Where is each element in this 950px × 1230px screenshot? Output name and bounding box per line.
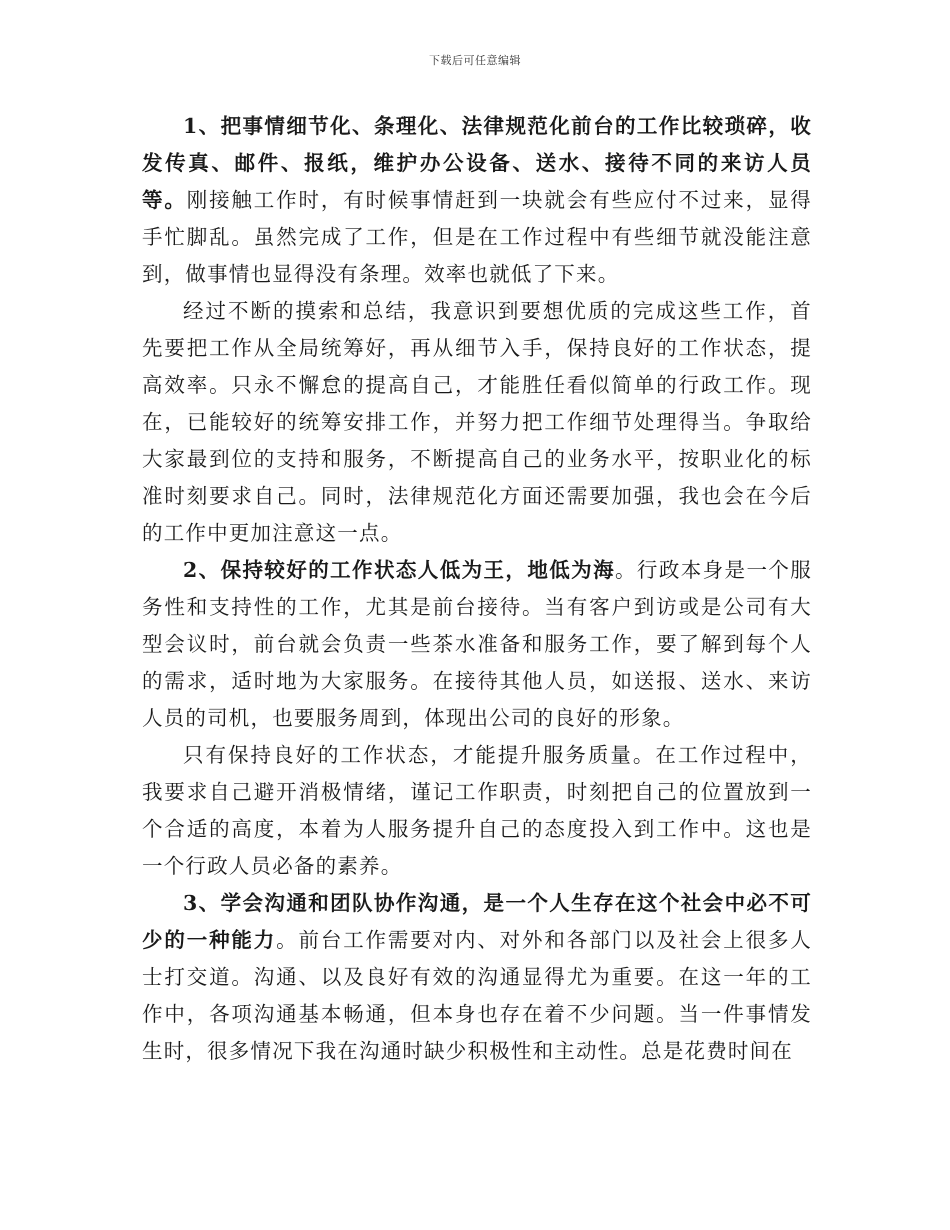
paragraph-1-heading: 1、把事情细节化、条理化、法律规范化前台的工作比较琐碎，收发传真、邮件、报纸，维护办公设备、送水、接待不同的来访人员等。 [142,114,812,212]
paragraph-1-text: 刚接触工作时，有时候事情赶到一块就会有些应付不过来，显得手忙脚乱。虽然完成了工作，但是在工作过程中有些细节就没能注意到，做事情也显得没有条理。效率也就低了下来。 [142,188,812,286]
paragraph-2 [142,293,812,552]
paragraph-3 [142,552,812,737]
paragraph-3-heading: 2、保持较好的工作状态人低为王，地低为海 [183,558,615,582]
document-body [142,108,812,1070]
paragraph-3-text: 。行政本身是一个服务性和支持性的工作，尤其是前台接待。当有客户到访或是公司有大型会议时，前台就会负责一些茶水准备和服务工作，要了解到每个人的需求，适时地为大家服务。在接待其他人员，如送报、送水、来访人员的司机，也要服务周到，体现出公司的良好的形象。 [142,558,812,730]
page-header: 下载后可任意编辑 [429,54,521,67]
paragraph-2-text: 经过不断的摸索和总结，我意识到要想优质的完成这些工作，首先要把工作从全局统筹好，再从细节入手，保持良好的工作状态，提高效率。只永不懈怠的提高自己，才能胜任看似简单的行政工作。现在，已能较好的统筹安排工作，并努力把工作细节处理得当。争取给大家最到位的支持和服务，不断提高自己的业务水平，按职业化的标准时刻要求自己。同时，法律规范化方面还需要加强，我也会在今后的工作中更加注意这一点。 [142,299,812,545]
paragraph-4-text: 只有保持良好的工作状态，才能提升服务质量。在工作过程中，我要求自己避开消极情绪，谨记工作职责，时刻把自己的位置放到一个合适的高度，本着为人服务提升自己的态度投入到工作中。这也是一个行政人员必备的素养。 [142,743,812,878]
paragraph-1 [142,108,812,293]
paragraph-5 [142,885,812,1070]
paragraph-5-heading: 3、学会沟通和团队协作沟通，是一个人生存在这个社会中必不可少的一种能力 [142,891,812,952]
paragraph-4 [142,737,812,885]
paragraph-5-text: 。前台工作需要对内、对外和各部门以及社会上很多人士打交道。沟通、以及良好有效的沟通显得尤为重要。在这一年的工作中，各项沟通基本畅通，但本身也存在着不少问题。当一件事情发生时，很多情况下我在沟通时缺少积极性和主动性。总是花费时间在 [142,928,812,1063]
